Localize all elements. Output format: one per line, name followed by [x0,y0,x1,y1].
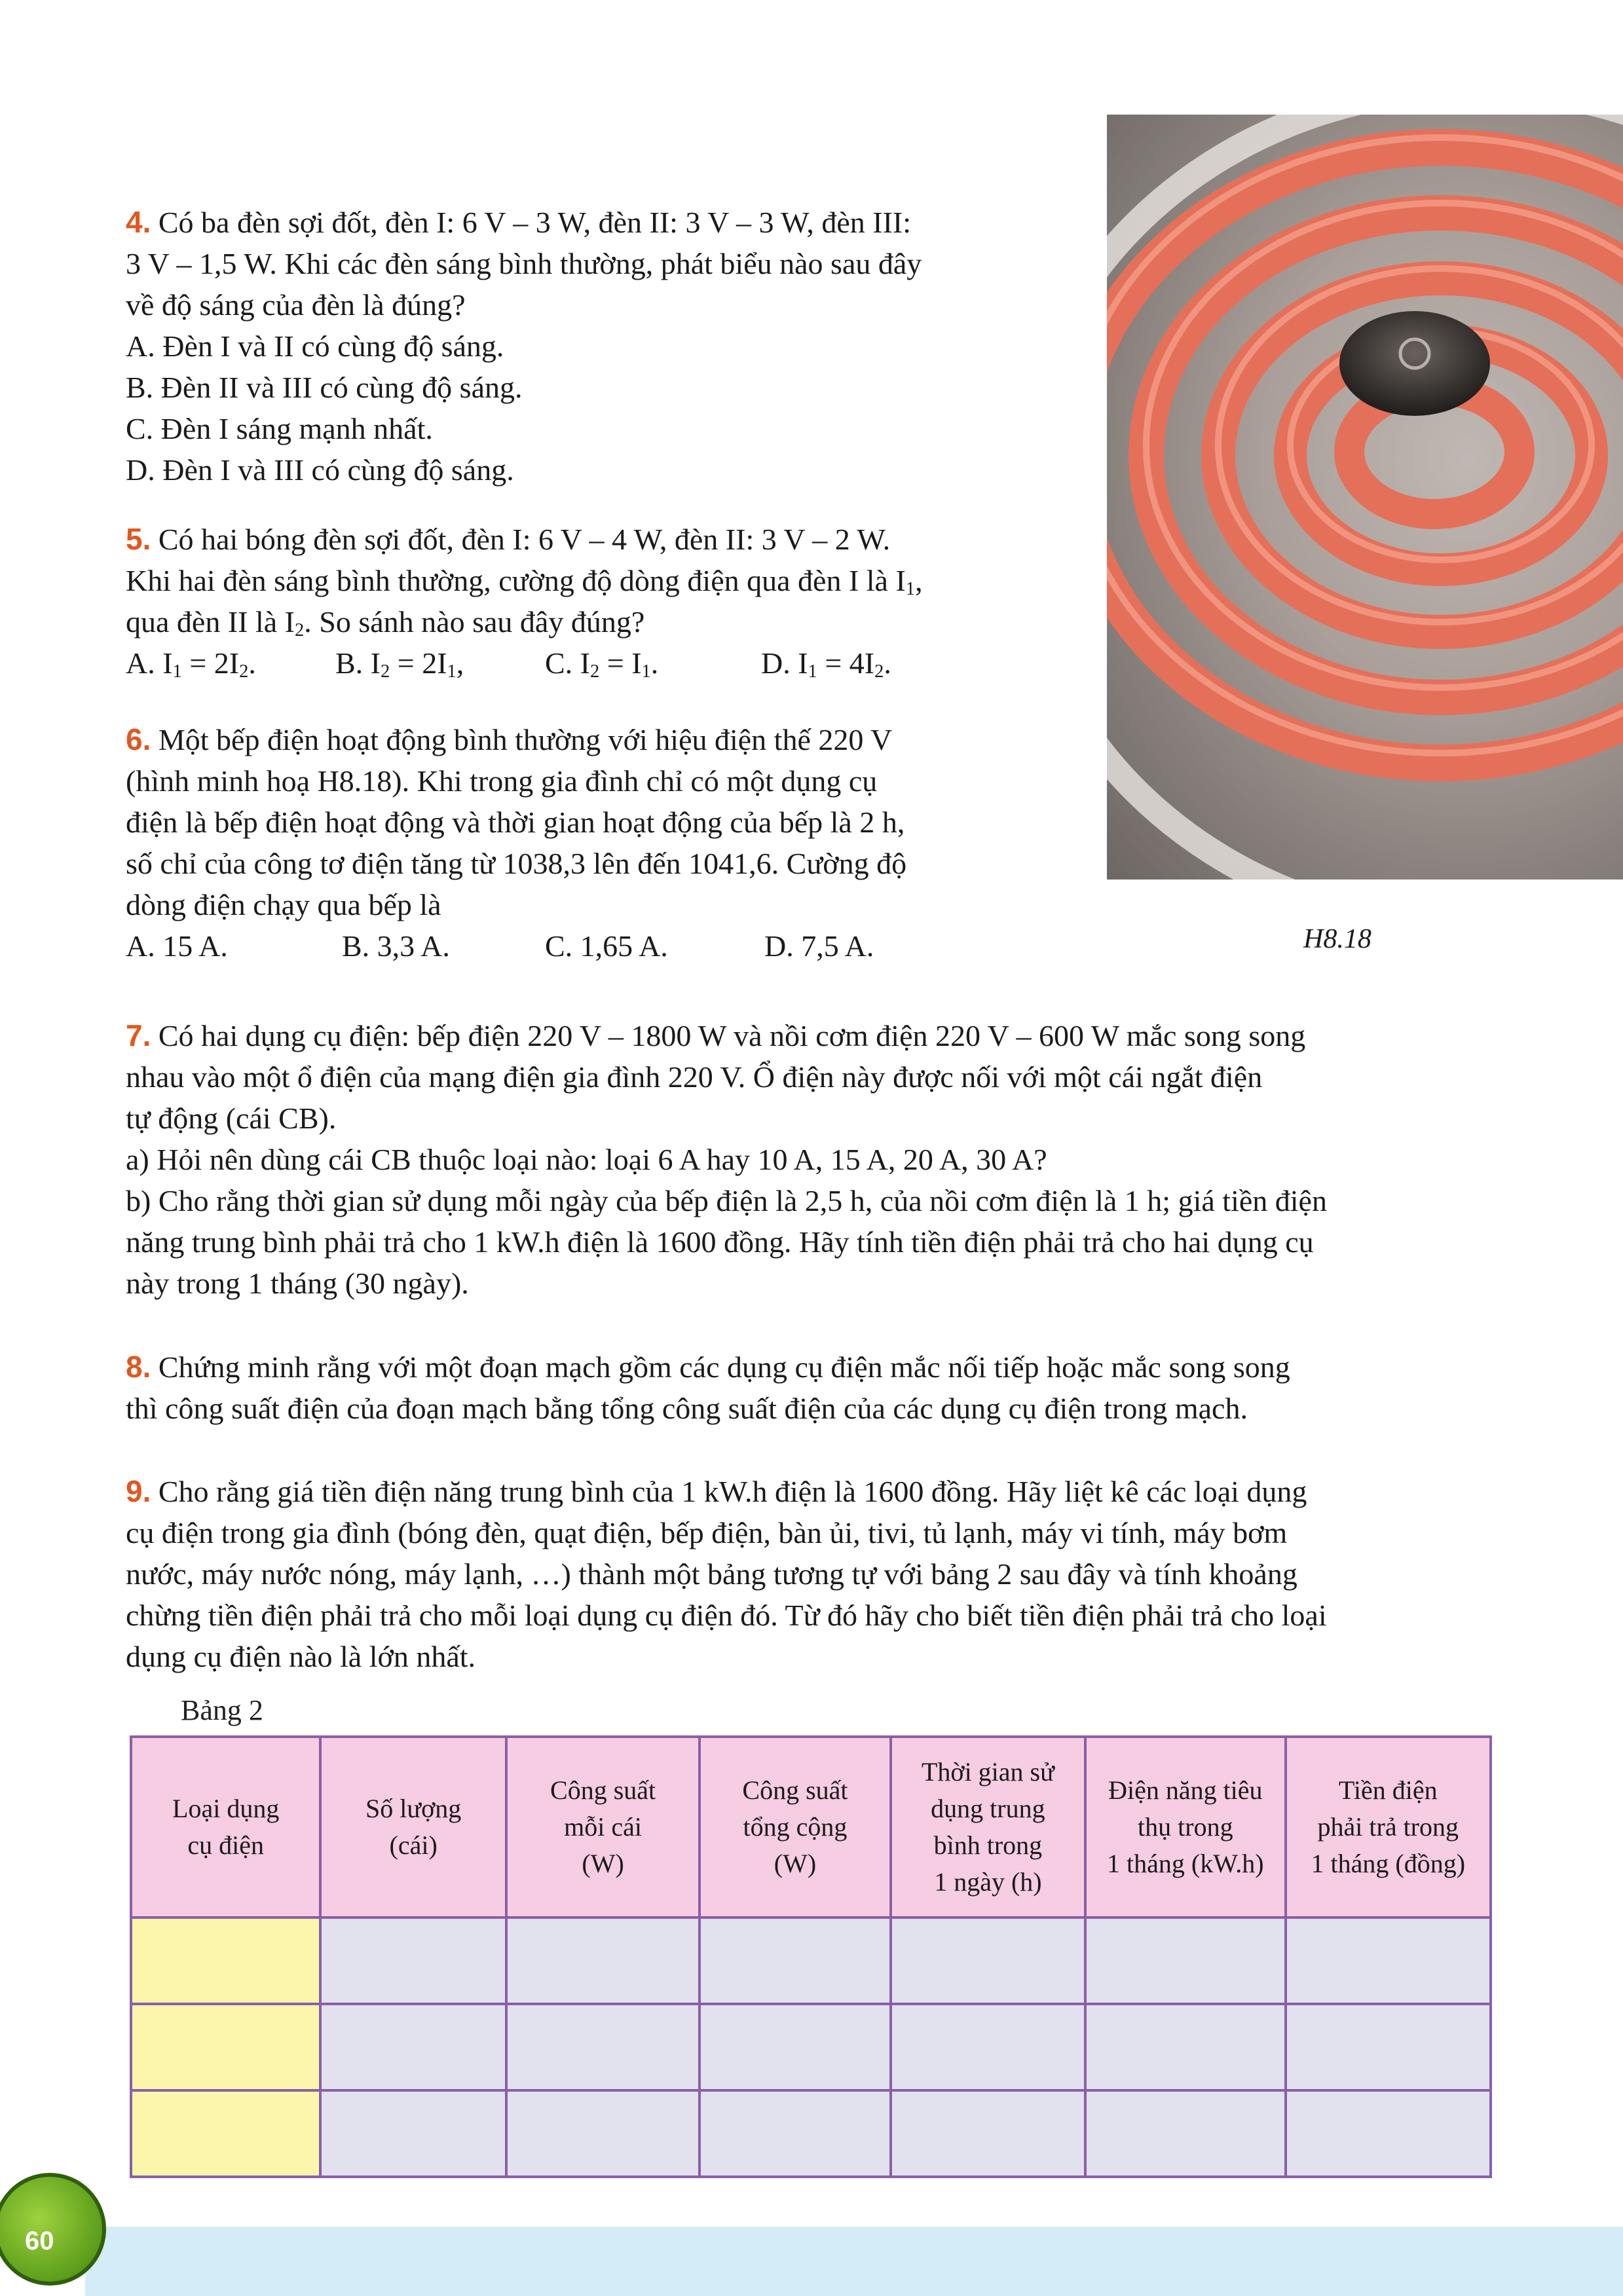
question-7-line: tự động (cái CB). [126,1102,337,1135]
question-number: 8. [126,1350,151,1384]
answer-option: B. $I_2 = 2I_1$, [335,646,464,682]
table-header: Công suất tổng cộng (W) [700,1737,890,1917]
question-7-line: 7. Có hai dụng cụ điện: bếp điện 220 V – 1800 W và nồi cơm điện 220 V – 600 W mắc song song [126,1018,1306,1052]
question-9 [126,1471,1327,1677]
table-cell [506,2090,700,2177]
question-number: 5. [126,522,151,556]
table-cell [891,2090,1085,2177]
answer-option: A. $I_1 = 2I_2$. [126,646,256,682]
question-6-line: số chỉ của công tơ điện tăng từ 1038,3 lên đến 1041,6. Cường độ [126,847,907,880]
question-4 [126,202,922,491]
question-number: 7. [126,1018,151,1052]
question-9-line: cụ điện trong gia đình (bóng đèn, quạt điện, bếp điện, bàn ủi, tivi, tủ lạnh, máy vi tính, máy bơm [126,1516,1288,1549]
question-7-line: năng trung bình phải trả cho 1 kW.h điện là 1600 đồng. Hãy tính tiền điện phải trả cho hai dụng cụ [126,1225,1314,1259]
footer-band [85,2227,1623,2296]
question-5-line: 5. Có hai bóng đèn sợi đốt, đèn I: 6 V – 4 W, đèn II: 3 V – 2 W. [126,522,891,556]
question-number: 6. [126,722,151,756]
answer-options-row [126,925,906,967]
answer-option: C. $I_2 = I_1$. [545,646,659,682]
question-7-line: a) Hỏi nên dùng cái CB thuộc loại nào: loại 6 A hay 10 A, 15 A, 20 A, 30 A? [126,1143,1047,1176]
answer-option: B. 3,3 A. [342,929,450,963]
table-row [131,2090,1491,2177]
question-5 [126,519,923,684]
table-header-row [131,1737,1491,1917]
appliance-table [130,1735,1492,2178]
table-cell [891,1917,1085,2004]
table-header: Loại dụng cụ điện [131,1737,320,1917]
question-9-line: 9. Cho rằng giá tiền điện năng trung bình của 1 kW.h điện là 1600 đồng. Hãy liệt kê các loại dụng [126,1474,1307,1508]
question-6-line: (hình minh hoạ H8.18). Khi trong gia đình chỉ có một dụng cụ [126,764,878,798]
question-4-line: 3 V – 1,5 W. Khi các đèn sáng bình thường, phát biểu nào sau đây [126,247,922,280]
answer-option: A. 15 A. [126,929,228,963]
table-cell [131,2004,320,2090]
answer-option: C. 1,65 A. [545,929,668,963]
table-header: Điện năng tiêu thụ trong 1 tháng (kW.h) [1085,1737,1285,1917]
table-cell [320,2090,506,2177]
table-row [131,2004,1491,2090]
table-cell [1286,2090,1491,2177]
question-9-line: nước, máy nước nóng, máy lạnh, …) thành một bảng tương tự với bảng 2 sau đây và tính khoảng [126,1557,1297,1591]
stove-coil-photo [1107,115,1623,880]
question-4-line: về độ sáng của đèn là đúng? [126,288,466,322]
table-cell [131,2090,320,2177]
table-cell [1085,2090,1285,2177]
answer-option: D. 7,5 A. [764,929,874,963]
table-cell [320,2004,506,2090]
table-cell [1085,1917,1285,2004]
answer-option: D. Đèn I và III có cùng độ sáng. [126,453,514,487]
question-9-line: chừng tiền điện phải trả cho mỗi loại dụng cụ điện đó. Từ đó hãy cho biết tiền điện phải trả cho loại [126,1599,1327,1632]
question-number: 9. [126,1474,151,1508]
table-cell [320,1917,506,2004]
question-8 [126,1346,1290,1429]
table-cell [506,1917,700,2004]
question-7 [126,1015,1327,1304]
table-cell [1286,2004,1491,2090]
table-cell [700,1917,890,2004]
question-8-line: thì công suất điện của đoạn mạch bằng tổng công suất điện của các dụng cụ điện trong mạch. [126,1392,1248,1425]
table-cell [891,2004,1085,2090]
answer-option: A. Đèn I và II có cùng độ sáng. [126,329,504,363]
page-number: 60 [25,2227,54,2255]
table-header: Thời gian sử dụng trung bình trong 1 ngày (h) [891,1737,1085,1917]
question-5-line: qua đèn II là $I_2$. So sánh nào sau đây đúng? [126,605,645,640]
table-cell [700,2004,890,2090]
question-7-line: b) Cho rằng thời gian sử dụng mỗi ngày của bếp điện là 2,5 h, của nồi cơm điện là 1 h; giá tiền điện [126,1184,1327,1217]
table-header: Số lượng (cái) [320,1737,506,1917]
question-6 [126,719,906,967]
question-5-line: Khi hai đèn sáng bình thường, cường độ dòng điện qua đèn I là $I_1$, [126,564,923,599]
table-cell [1085,2004,1285,2090]
table-cell [1286,1917,1491,2004]
question-number: 4. [126,205,151,239]
question-6-line: điện là bếp điện hoạt động và thời gian hoạt động của bếp là 2 h, [126,805,905,839]
table-header: Công suất mỗi cái (W) [506,1737,700,1917]
answer-option: C. Đèn I sáng mạnh nhất. [126,412,433,445]
figure-caption: H8.18 [1303,924,1371,954]
table-cell [700,2090,890,2177]
answer-option: B. Đèn II và III có cùng độ sáng. [126,371,523,404]
stove-coil-illustration [1107,115,1623,880]
table-label: Bảng 2 [181,1694,263,1726]
answer-option: D. $I_1 = 4I_2$. [761,646,891,682]
table-cell [506,2004,700,2090]
question-7-line: nhau vào một ổ điện của mạng điện gia đình 220 V. Ổ điện này được nối với một cái ngắt điện [126,1060,1263,1094]
question-8-line: 8. Chứng minh rằng với một đoạn mạch gồm các dụng cụ điện mắc nối tiếp hoặc mắc song song [126,1350,1290,1384]
table-header: Tiền điện phải trả trong 1 tháng (đồng) [1286,1737,1491,1917]
table-row [131,1917,1491,2004]
question-6-line: 6. Một bếp điện hoạt động bình thường với hiệu điện thế 220 V [126,722,893,756]
question-9-line: dụng cụ điện nào là lớn nhất. [126,1640,476,1673]
question-7-line: này trong 1 tháng (30 ngày). [126,1267,469,1300]
question-4-line: 4. Có ba đèn sợi đốt, đèn I: 6 V – 3 W, đèn II: 3 V – 3 W, đèn III: [126,205,912,239]
answer-options-row [126,642,923,684]
table-cell [131,1917,320,2004]
question-6-line: dòng điện chạy qua bếp là [126,888,441,921]
